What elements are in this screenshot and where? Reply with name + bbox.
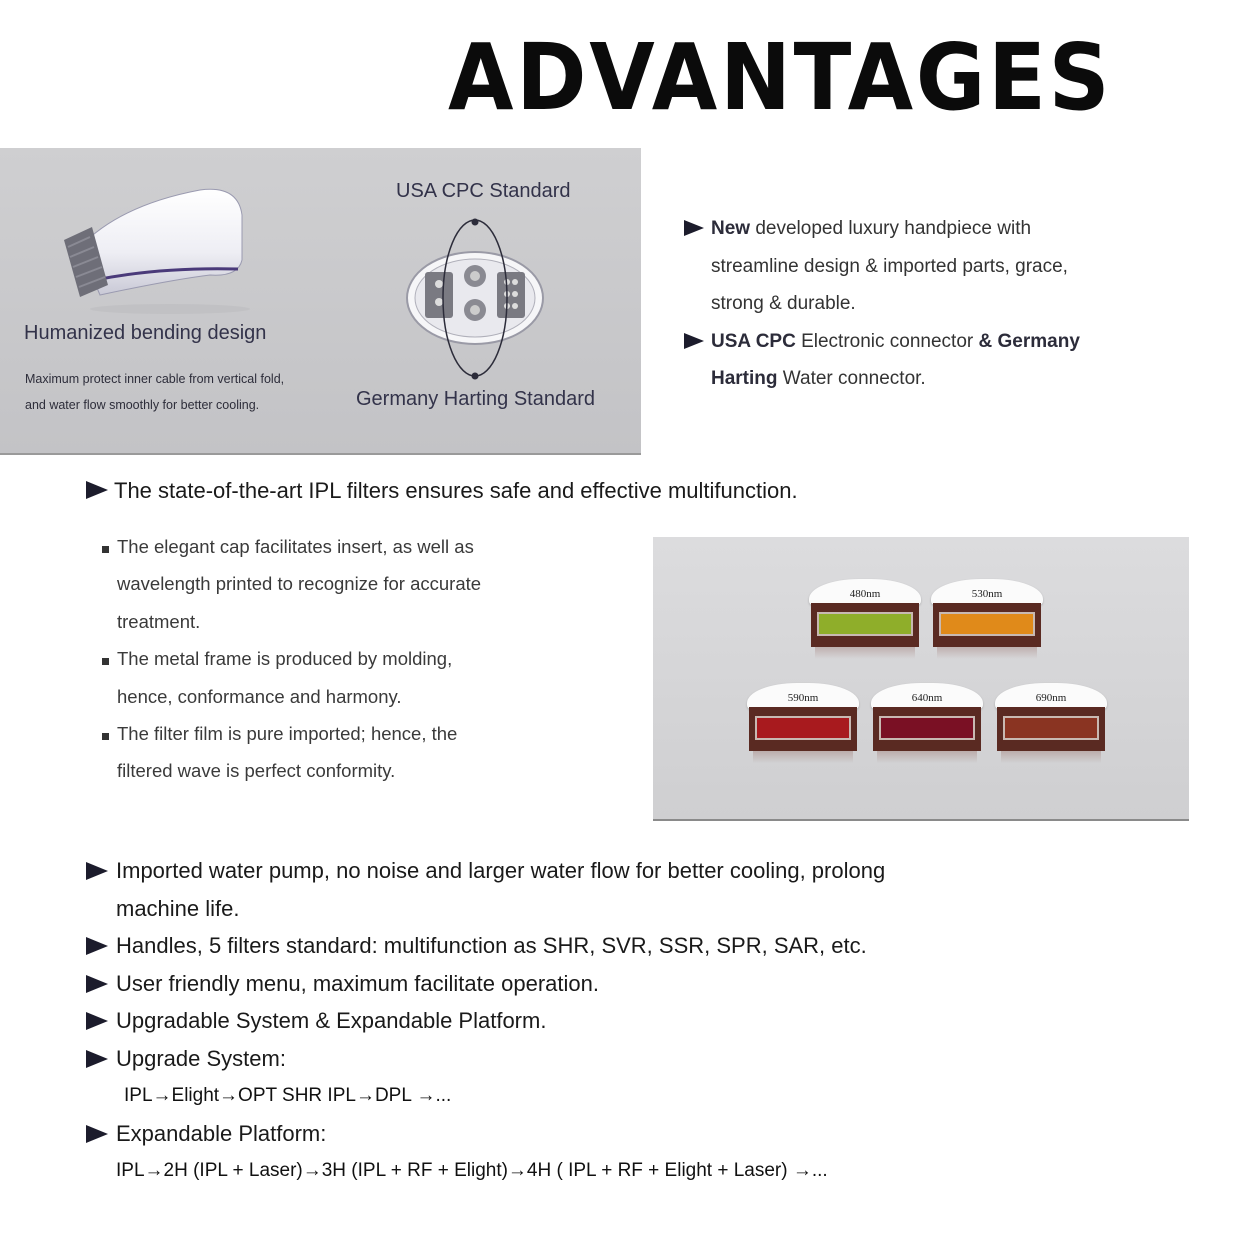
feature-text: developed luxury handpiece with xyxy=(750,218,1032,239)
arrow-bullet-icon xyxy=(684,333,704,349)
cpc-standard-label: USA CPC Standard xyxy=(396,180,571,202)
filter-frame xyxy=(997,707,1105,751)
list-item-text: hence, conformance and harmony. xyxy=(117,685,402,707)
feature-text: strong & durable. xyxy=(711,293,856,314)
filter-690nm xyxy=(995,683,1107,765)
list-item xyxy=(86,1040,1086,1078)
list-item xyxy=(102,640,572,715)
filter-530nm xyxy=(931,579,1043,661)
arrow-bullet-icon xyxy=(86,862,108,880)
feature-item xyxy=(684,210,1164,323)
filter-reflection xyxy=(1001,751,1101,763)
filter-film xyxy=(1003,716,1099,740)
list-item xyxy=(86,1115,1086,1153)
bending-design-desc xyxy=(25,366,284,418)
platform-path: IPL→2H (IPL + Laser)→3H (IPL + RF + Elight)→4H ( IPL + RF + Elight + Laser) →... xyxy=(116,1160,828,1181)
list-item-text: wavelength printed to recognize for accurate xyxy=(117,573,482,595)
list-item-text: The filter film is pure imported; hence, the xyxy=(117,723,458,745)
bending-desc-line: and water flow smoothly for better cooling. xyxy=(25,398,260,412)
filter-reflection xyxy=(937,647,1037,659)
filter-frame xyxy=(933,603,1041,647)
list-item-text: Expandable Platform: xyxy=(116,1120,327,1146)
feature-bold: New xyxy=(711,218,751,239)
list-item-text: treatment. xyxy=(117,610,201,632)
filter-480nm xyxy=(809,579,921,661)
filter-frame xyxy=(811,603,919,647)
ipl-heading xyxy=(86,478,798,504)
list-item xyxy=(86,965,1086,1003)
filter-film xyxy=(817,612,913,636)
arrow-bullet-icon xyxy=(86,1012,108,1030)
harting-standard-label: Germany Harting Standard xyxy=(356,388,596,410)
page-title: ADVANTAGES xyxy=(448,24,1113,131)
square-bullet-icon xyxy=(102,733,109,740)
list-item xyxy=(102,528,572,640)
filter-590nm xyxy=(747,683,859,765)
filter-film xyxy=(755,716,851,740)
square-bullet-icon xyxy=(102,546,109,553)
filter-reflection xyxy=(877,751,977,763)
bending-design-title: Humanized bending design xyxy=(24,322,267,344)
feature-item xyxy=(684,323,1164,398)
list-item-text: The metal frame is produced by molding, xyxy=(117,648,453,670)
list-item-text: Imported water pump, no noise and larger water flow for better cooling, prolong xyxy=(116,858,886,883)
arrow-bullet-icon xyxy=(86,937,108,955)
filters-panel xyxy=(653,537,1189,821)
arrow-bullet-icon xyxy=(86,481,108,499)
list-item-text: Upgradable System & Expandable Platform. xyxy=(116,1008,547,1033)
filter-film xyxy=(939,612,1035,636)
advantages-list xyxy=(86,852,1086,1190)
feature-text: streamline design & imported parts, grace, xyxy=(711,255,1068,277)
feature-text: Electronic connector xyxy=(795,330,979,352)
filter-film xyxy=(879,716,975,740)
list-item xyxy=(86,927,1086,965)
list-item-text: machine life. xyxy=(116,895,240,921)
feature-bold: USA CPC xyxy=(711,330,796,352)
list-item xyxy=(86,1002,1086,1040)
arrow-bullet-icon xyxy=(684,220,704,236)
feature-bold: Harting xyxy=(711,368,778,389)
ipl-heading-text: The state-of-the-art IPL filters ensures safe and effective multifunction. xyxy=(114,478,798,503)
list-item-text: Handles, 5 filters standard: multifunction as SHR, SVR, SSR, SPR, SAR, etc. xyxy=(116,933,867,958)
feature-bold: & Germany xyxy=(978,330,1080,352)
filter-frame xyxy=(873,707,981,751)
handpiece-features xyxy=(684,210,1164,398)
filter-reflection xyxy=(753,751,853,763)
list-item-text: User friendly menu, maximum facilitate operation. xyxy=(116,970,599,996)
filter-cap-label: 480nm xyxy=(809,579,921,605)
arrow-bullet-icon xyxy=(86,1125,108,1143)
bending-desc-line: Maximum protect inner cable from vertical fold, xyxy=(25,372,285,386)
filter-cap-label: 690nm xyxy=(995,683,1107,709)
ipl-bullet-list xyxy=(102,528,572,790)
list-item-text: Upgrade System: xyxy=(116,1045,286,1071)
filter-reflection xyxy=(815,647,915,659)
connector-image xyxy=(395,210,555,390)
list-item xyxy=(86,852,1086,927)
upgrade-path: IPL→Elight→OPT SHR IPL→DPL →... xyxy=(124,1085,452,1106)
filter-cap-label: 590nm xyxy=(747,683,859,709)
filter-cap-label: 640nm xyxy=(871,683,983,709)
list-item-text: The elegant cap facilitates insert, as well as xyxy=(117,536,474,557)
arrow-bullet-icon xyxy=(86,975,108,993)
feature-text: Water connector. xyxy=(777,368,926,389)
square-bullet-icon xyxy=(102,658,109,665)
list-item-text: filtered wave is perfect conformity. xyxy=(117,760,396,782)
filter-frame xyxy=(749,707,857,751)
filter-cap-label: 530nm xyxy=(931,579,1043,605)
arrow-bullet-icon xyxy=(86,1050,108,1068)
list-item xyxy=(102,715,572,790)
filter-640nm xyxy=(871,683,983,765)
handpiece-image xyxy=(60,185,260,315)
